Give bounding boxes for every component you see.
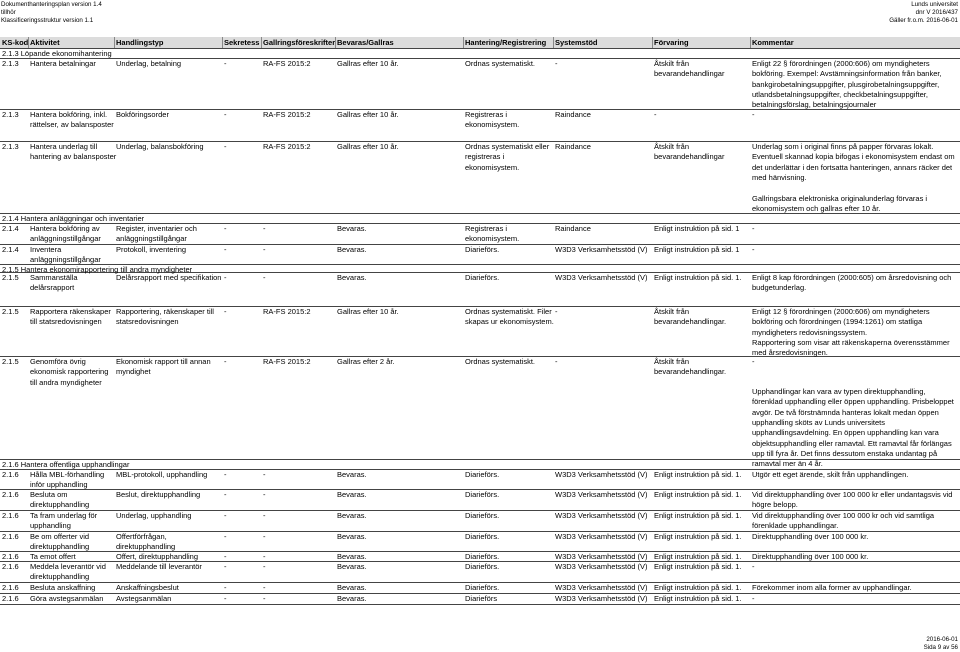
table-cell-akt: Hantera underlag till bbox=[30, 142, 98, 151]
table-cell-typ: anläggningstillgångar bbox=[116, 234, 187, 244]
doc-structure: Klassificeringsstruktur version 1.1 bbox=[1, 17, 94, 24]
table-cell-forv: Åtskilt från bbox=[654, 59, 690, 68]
table-cell-sys: W3D3 Verksamhetsstöd (V) bbox=[555, 245, 648, 254]
table-cell-bg: Bevaras. bbox=[337, 224, 367, 233]
table-cell-kom: bokföring och förordningen (1994:1261) om statliga bbox=[752, 317, 923, 327]
table-cell-sys: Raindance bbox=[555, 224, 591, 233]
table-cell-kom: det underlättar i den fortsatta hanteringen, annars räcker det bbox=[752, 162, 953, 172]
column-header: Förvaring bbox=[654, 38, 689, 47]
column-header: Bevaras/Gallras bbox=[337, 38, 394, 47]
table-cell-forv: Enligt instruktion på sid. 1. bbox=[654, 532, 742, 541]
table-cell-kom: Underlag som i original finns på papper förvaras lokalt. bbox=[752, 142, 934, 151]
table-cell-sek: - bbox=[224, 59, 227, 68]
table-cell-akt: hantering av balansposter bbox=[30, 152, 117, 162]
table-cell-sys: W3D3 Verksamhetsstöd (V) bbox=[555, 490, 648, 499]
column-divider bbox=[28, 37, 29, 48]
table-cell-ks: 2.1.4 bbox=[2, 245, 19, 254]
table-cell-kom: Direktupphandling över 100 000 kr. bbox=[752, 552, 869, 561]
doc-title: Dokumenthanteringsplan version 1.4 bbox=[1, 1, 102, 8]
column-divider bbox=[750, 37, 751, 48]
procurement-comment: avgör. De två förstnämnda hanteras lokalt medan öppen bbox=[752, 407, 939, 417]
table-cell-kom: med årsredovisningen. bbox=[752, 348, 828, 358]
table-cell-sek: - bbox=[224, 490, 227, 499]
table-cell-bg: Gallras efter 10 år. bbox=[337, 110, 399, 119]
table-cell-forv: bevarandehandlingar bbox=[654, 152, 725, 162]
section-heading: 2.1.3 Löpande ekonomihantering bbox=[2, 48, 112, 58]
table-cell-sys: - bbox=[555, 307, 558, 316]
table-cell-sys: W3D3 Verksamhetsstöd (V) bbox=[555, 273, 648, 282]
page-number: Sida 9 av 56 bbox=[923, 644, 958, 651]
table-cell-akt: Hantera betalningar bbox=[30, 59, 96, 68]
table-cell-forv: Enligt instruktion på sid. 1. bbox=[654, 583, 742, 592]
table-cell-hr: Registreras i bbox=[465, 110, 508, 119]
table-cell-akt: Sammanställa bbox=[30, 273, 78, 282]
table-cell-hr: Ordnas systematiskt eller bbox=[465, 142, 550, 151]
table-cell-forv: bevarandehandlingar bbox=[654, 69, 725, 79]
table-cell-forv: Enligt instruktion på sid. 1. bbox=[654, 562, 742, 571]
table-cell-hr: Diarieförs. bbox=[465, 245, 500, 254]
table-cell-akt: direktupphandling bbox=[30, 542, 90, 552]
table-cell-forv: bevarandehandlingar. bbox=[654, 317, 727, 327]
table-cell-forv: Enligt instruktion på sid. 1. bbox=[654, 273, 742, 282]
table-cell-akt: rättelser, av balansposter bbox=[30, 120, 114, 130]
table-cell-ks: 2.1.3 bbox=[2, 142, 19, 151]
table-cell-akt: Hålla MBL-förhandling bbox=[30, 470, 105, 479]
table-cell-kom: bankgirobetalningsuppgifter, plusgirobetalningsuppgifter, bbox=[752, 79, 940, 89]
table-cell-sek: - bbox=[224, 511, 227, 520]
table-cell-hr: Diarieförs. bbox=[465, 562, 500, 571]
table-cell-forv: - bbox=[654, 110, 657, 119]
table-cell-bg: Gallras efter 10 år. bbox=[337, 59, 399, 68]
table-cell-akt: Ta fram underlag för bbox=[30, 511, 98, 520]
table-cell-gf: - bbox=[263, 594, 266, 603]
column-divider bbox=[335, 37, 336, 48]
table-cell-bg: Bevaras. bbox=[337, 583, 367, 592]
table-cell-ks: 2.1.6 bbox=[2, 490, 19, 499]
table-cell-ks: 2.1.6 bbox=[2, 470, 19, 479]
table-cell-typ: Offertförfrågan, bbox=[116, 532, 167, 541]
table-cell-gf: - bbox=[263, 224, 266, 233]
table-cell-typ: Beslut, direktupphandling bbox=[116, 490, 201, 499]
table-cell-kom: utlandsbetalningsuppgifter, checkbetalningsuppgifter, bbox=[752, 89, 928, 99]
org-name: Lunds universitet bbox=[911, 1, 958, 8]
column-header: Handlingstyp bbox=[116, 38, 164, 47]
column-header: Hantering/Registrering bbox=[465, 38, 547, 47]
table-cell-kom: - bbox=[752, 357, 755, 366]
column-header: Sekretess bbox=[224, 38, 260, 47]
table-cell-gf: RA-FS 2015:2 bbox=[263, 142, 311, 151]
table-cell-kom: budgetunderlag. bbox=[752, 283, 807, 293]
table-cell-typ: Delårsrapport med specifikation bbox=[116, 273, 222, 282]
table-cell-bg: Bevaras. bbox=[337, 552, 367, 561]
table-cell-akt: Ta emot offert bbox=[30, 552, 76, 561]
table-cell-kom: - bbox=[752, 594, 755, 603]
table-cell-gf: - bbox=[263, 490, 266, 499]
table-cell-sys: Raindance bbox=[555, 142, 591, 151]
table-cell-bg: Bevaras. bbox=[337, 470, 367, 479]
table-cell-gf: - bbox=[263, 245, 266, 254]
table-cell-sys: W3D3 Verksamhetsstöd (V) bbox=[555, 511, 648, 520]
table-cell-sys: - bbox=[555, 59, 558, 68]
table-cell-kom: Direktupphandling över 100 000 kr. bbox=[752, 532, 869, 541]
table-cell-sys: W3D3 Verksamhetsstöd (V) bbox=[555, 470, 648, 479]
table-cell-forv: bevarandehandlingar. bbox=[654, 367, 727, 377]
table-cell-akt: till andra myndigheter bbox=[30, 377, 102, 387]
table-cell-typ: Underlag, betalning bbox=[116, 59, 182, 68]
table-cell-forv: Enligt instruktion på sid. 1. bbox=[654, 552, 742, 561]
table-cell-sys: - bbox=[555, 357, 558, 366]
table-cell-kom: Enligt 12 § förordningen (2000:606) om myndigheters bbox=[752, 307, 930, 316]
table-cell-gf: - bbox=[263, 552, 266, 561]
table-cell-typ: Ekonomisk rapport till annan bbox=[116, 357, 211, 366]
table-cell-forv: Enligt instruktion på sid. 1 bbox=[654, 245, 740, 254]
table-cell-akt: till statsredovisningen bbox=[30, 317, 102, 327]
table-cell-hr: Diarieförs. bbox=[465, 583, 500, 592]
table-cell-typ: Rapportering, räkenskaper till bbox=[116, 307, 214, 316]
table-cell-kom: Förekommer inom alla former av upphandlingar. bbox=[752, 583, 912, 592]
table-cell-ks: 2.1.5 bbox=[2, 273, 19, 282]
table-cell-kom: - bbox=[752, 562, 755, 571]
table-cell-kom: Eventuell skannad kopia bifogas i ekonomisystem endast om bbox=[752, 152, 955, 162]
table-cell-typ: direktupphandling bbox=[116, 542, 176, 552]
table-cell-bg: Bevaras. bbox=[337, 245, 367, 254]
table-cell-kom: - bbox=[752, 224, 755, 233]
procurement-comment: upp till fyra år. Det finns dessutom enstaka undantag på bbox=[752, 448, 938, 458]
procurement-comment: Upphandlingar kan vara av typen direktupphandling, bbox=[752, 387, 926, 396]
column-divider bbox=[261, 37, 262, 48]
table-cell-sek: - bbox=[224, 594, 227, 603]
column-divider bbox=[114, 37, 115, 48]
table-cell-bg: Bevaras. bbox=[337, 490, 367, 499]
table-cell-akt: anläggningstillgångar bbox=[30, 255, 101, 265]
table-cell-typ: Meddelande till leverantör bbox=[116, 562, 202, 571]
table-cell-sek: - bbox=[224, 142, 227, 151]
table-cell-hr: Ordnas systematiskt. Filer bbox=[465, 307, 552, 316]
table-cell-ks: 2.1.6 bbox=[2, 532, 19, 541]
column-header: Systemstöd bbox=[555, 38, 598, 47]
table-cell-akt: direktupphandling bbox=[30, 572, 90, 582]
table-cell-typ: statsredovisningen bbox=[116, 317, 179, 327]
table-cell-bg: Bevaras. bbox=[337, 562, 367, 571]
table-cell-ks: 2.1.6 bbox=[2, 583, 19, 592]
table-cell-forv: Enligt instruktion på sid. 1. bbox=[654, 470, 742, 479]
table-cell-sek: - bbox=[224, 273, 227, 282]
table-cell-bg: Bevaras. bbox=[337, 594, 367, 603]
section-heading: 2.1.5 Hantera ekonomirapportering till andra myndigheter bbox=[2, 264, 193, 274]
table-cell-bg: Gallras efter 10 år. bbox=[337, 142, 399, 151]
table-cell-hr: Diarieförs. bbox=[465, 273, 500, 282]
procurement-comment: ramavtal mer än 4 år. bbox=[752, 459, 823, 469]
table-cell-kom: Vid direktupphandling över 100 000 kr och vid samtliga bbox=[752, 511, 935, 520]
table-cell-hr: Diarieförs bbox=[465, 594, 498, 603]
table-cell-kom: med hänvisning. bbox=[752, 172, 807, 182]
table-cell-kom: - bbox=[752, 245, 755, 254]
doc-belongs: tillhör bbox=[1, 9, 16, 16]
column-divider bbox=[222, 37, 223, 48]
table-cell-ks: 2.1.3 bbox=[2, 110, 19, 119]
table-cell-typ: Offert, direktupphandling bbox=[116, 552, 198, 561]
table-cell-sek: - bbox=[224, 110, 227, 119]
table-cell-sek: - bbox=[224, 532, 227, 541]
table-cell-ks: 2.1.4 bbox=[2, 224, 19, 233]
table-cell-bg: Bevaras. bbox=[337, 273, 367, 282]
table-cell-akt: Göra avstegsanmälan bbox=[30, 594, 104, 603]
table-cell-forv: Enligt instruktion på sid. 1. bbox=[654, 490, 742, 499]
column-divider bbox=[652, 37, 653, 48]
table-cell-kom: betalningsförslag, betalningsjournaler bbox=[752, 100, 877, 110]
table-cell-sek: - bbox=[224, 470, 227, 479]
table-cell-sys: Raindance bbox=[555, 110, 591, 119]
procurement-comment: upphandlingsavdelning. En öppen upphandling kan vara bbox=[752, 428, 939, 438]
table-cell-bg: Bevaras. bbox=[337, 511, 367, 520]
table-cell-gf: RA-FS 2015:2 bbox=[263, 307, 311, 316]
table-cell-kom: - bbox=[752, 110, 755, 119]
table-cell-hr: ekonomisystem. bbox=[465, 162, 520, 172]
table-cell-hr: skapas ur ekonomisystem. bbox=[465, 317, 554, 327]
table-cell-gf: - bbox=[263, 583, 266, 592]
table-cell-hr: ekonomisystem. bbox=[465, 120, 520, 130]
table-cell-ks: 2.1.6 bbox=[2, 594, 19, 603]
table-cell-bg: Gallras efter 10 år. bbox=[337, 307, 399, 316]
table-cell-ks: 2.1.6 bbox=[2, 552, 19, 561]
table-cell-hr: Diarieförs. bbox=[465, 552, 500, 561]
table-cell-sek: - bbox=[224, 583, 227, 592]
table-cell-hr: Diarieförs. bbox=[465, 470, 500, 479]
table-cell-kom: Gallringsbara elektroniska originalunderlag förvaras i bbox=[752, 193, 928, 203]
table-cell-forv: Enligt instruktion på sid. 1. bbox=[654, 511, 742, 520]
table-cell-kom: bokföring. Exempel: Avstämningsinformation från banker, bbox=[752, 69, 942, 79]
table-cell-sek: - bbox=[224, 552, 227, 561]
table-cell-sys: W3D3 Verksamhetsstöd (V) bbox=[555, 594, 648, 603]
table-cell-sek: - bbox=[224, 224, 227, 233]
table-cell-forv: Enligt instruktion på sid. 1 bbox=[654, 224, 740, 233]
section-heading: 2.1.6 Hantera offentliga upphandlingar bbox=[2, 459, 130, 469]
table-cell-ks: 2.1.5 bbox=[2, 357, 19, 366]
table-cell-kom: Enligt 8 kap förordningen (2000:605) om årsredovisning och bbox=[752, 273, 952, 282]
table-cell-kom: Rapportering som visar att räkenskaperna överensstämmer bbox=[752, 337, 950, 347]
table-cell-sek: - bbox=[224, 245, 227, 254]
table-cell-kom: myndigheters redovisningssystem. bbox=[752, 327, 868, 337]
table-cell-akt: Genomföra övrig bbox=[30, 357, 86, 366]
table-cell-sek: - bbox=[224, 307, 227, 316]
table-cell-sek: - bbox=[224, 562, 227, 571]
table-cell-kom: Vid direktupphandling över 100 000 kr eller undantagsvis vid bbox=[752, 490, 953, 499]
table-cell-akt: Rapportera räkenskaper bbox=[30, 307, 111, 316]
procurement-comment: upphandling sköts av Lunds universitets bbox=[752, 417, 886, 427]
table-cell-hr: registreras i bbox=[465, 152, 505, 162]
table-cell-hr: ekonomisystem. bbox=[465, 234, 520, 244]
column-divider bbox=[553, 37, 554, 48]
table-cell-akt: Be om offerter vid bbox=[30, 532, 90, 541]
table-cell-gf: - bbox=[263, 532, 266, 541]
dnr: dnr V 2016/437 bbox=[915, 9, 958, 16]
table-cell-akt: Besluta om bbox=[30, 490, 68, 499]
column-divider bbox=[463, 37, 464, 48]
table-cell-hr: Registreras i bbox=[465, 224, 508, 233]
table-cell-kom: ekonomisystem och gallras efter 10 år. bbox=[752, 203, 881, 213]
table-cell-gf: - bbox=[263, 273, 266, 282]
table-cell-kom: Enligt 22 § förordningen (2000:606) om myndigheters bbox=[752, 59, 930, 68]
table-cell-sys: W3D3 Verksamhetsstöd (V) bbox=[555, 562, 648, 571]
table-cell-akt: inför upphandling bbox=[30, 480, 88, 490]
table-cell-forv: Åtskilt från bbox=[654, 142, 690, 151]
table-cell-sys: W3D3 Verksamhetsstöd (V) bbox=[555, 583, 648, 592]
table-cell-akt: Hantera bokföring, inkl. bbox=[30, 110, 108, 119]
table-cell-typ: MBL-protokoll, upphandling bbox=[116, 470, 208, 479]
table-cell-typ: Underlag, upphandling bbox=[116, 511, 192, 520]
table-cell-forv: Åtskilt från bbox=[654, 357, 690, 366]
table-cell-hr: Ordnas systematiskt. bbox=[465, 357, 536, 366]
table-cell-gf: RA-FS 2015:2 bbox=[263, 59, 311, 68]
table-cell-akt: direktupphandling bbox=[30, 500, 90, 510]
table-cell-forv: Åtskilt från bbox=[654, 307, 690, 316]
table-cell-akt: anläggningstillgångar bbox=[30, 234, 101, 244]
procurement-comment: förenklad upphandling eller öppen upphandling. Prisbeloppet bbox=[752, 397, 954, 407]
column-header: Aktivitet bbox=[30, 38, 60, 47]
table-cell-gf: - bbox=[263, 470, 266, 479]
table-cell-kom: förenklade upphandlingar. bbox=[752, 521, 839, 531]
table-cell-bg: Gallras efter 2 år. bbox=[337, 357, 395, 366]
table-cell-akt: ekonomisk rapportering bbox=[30, 367, 109, 377]
column-header: KS-kod bbox=[2, 38, 29, 47]
table-cell-akt: Besluta anskaffning bbox=[30, 583, 96, 592]
table-cell-ks: 2.1.3 bbox=[2, 59, 19, 68]
table-cell-ks: 2.1.6 bbox=[2, 511, 19, 520]
table-cell-typ: Anskaffningsbeslut bbox=[116, 583, 179, 592]
table-cell-typ: Underlag, balansbokföring bbox=[116, 142, 204, 151]
procurement-comment: objektsupphandling eller ramavtal. Ett ramavtal får förlängas bbox=[752, 438, 952, 448]
column-header: Kommentar bbox=[752, 38, 794, 47]
row-divider bbox=[0, 48, 960, 49]
table-cell-ks: 2.1.5 bbox=[2, 307, 19, 316]
table-cell-hr: Diarieförs. bbox=[465, 532, 500, 541]
table-cell-typ: Bokföringsorder bbox=[116, 110, 169, 119]
table-cell-akt: upphandling bbox=[30, 521, 71, 531]
valid-from: Gäller fr.o.m. 2016-06-01 bbox=[889, 17, 958, 24]
table-cell-kom: högre belopp. bbox=[752, 500, 798, 510]
table-cell-hr: Ordnas systematiskt. bbox=[465, 59, 536, 68]
table-cell-hr: Diarieförs. bbox=[465, 490, 500, 499]
table-cell-forv: Enligt instruktion på sid. 1. bbox=[654, 594, 742, 603]
footer-date: 2016-06-01 bbox=[926, 636, 958, 643]
table-cell-sys: W3D3 Verksamhetsstöd (V) bbox=[555, 552, 648, 561]
section-heading: 2.1.4 Hantera anläggningar och inventarier bbox=[2, 213, 145, 223]
table-cell-akt: Inventera bbox=[30, 245, 62, 254]
table-cell-sys: W3D3 Verksamhetsstöd (V) bbox=[555, 532, 648, 541]
table-cell-bg: Bevaras. bbox=[337, 532, 367, 541]
column-header: Gallringsföreskrifter bbox=[263, 38, 336, 47]
table-cell-typ: Protokoll, inventering bbox=[116, 245, 187, 254]
table-cell-gf: - bbox=[263, 511, 266, 520]
table-cell-akt: Meddela leverantör vid bbox=[30, 562, 106, 571]
table-cell-gf: RA-FS 2015:2 bbox=[263, 357, 311, 366]
table-cell-kom: Utgör ett eget ärende, skilt från upphandlingen. bbox=[752, 470, 909, 479]
table-cell-gf: - bbox=[263, 562, 266, 571]
table-cell-typ: myndighet bbox=[116, 367, 151, 377]
table-cell-sek: - bbox=[224, 357, 227, 366]
table-cell-ks: 2.1.6 bbox=[2, 562, 19, 571]
table-cell-typ: Avstegsanmälan bbox=[116, 594, 172, 603]
table-cell-typ: Register, inventarier och bbox=[116, 224, 197, 233]
table-cell-akt: delårsrapport bbox=[30, 283, 75, 293]
table-cell-hr: Diarieförs. bbox=[465, 511, 500, 520]
table-cell-gf: RA-FS 2015:2 bbox=[263, 110, 311, 119]
table-cell-akt: Hantera bokföring av bbox=[30, 224, 100, 233]
